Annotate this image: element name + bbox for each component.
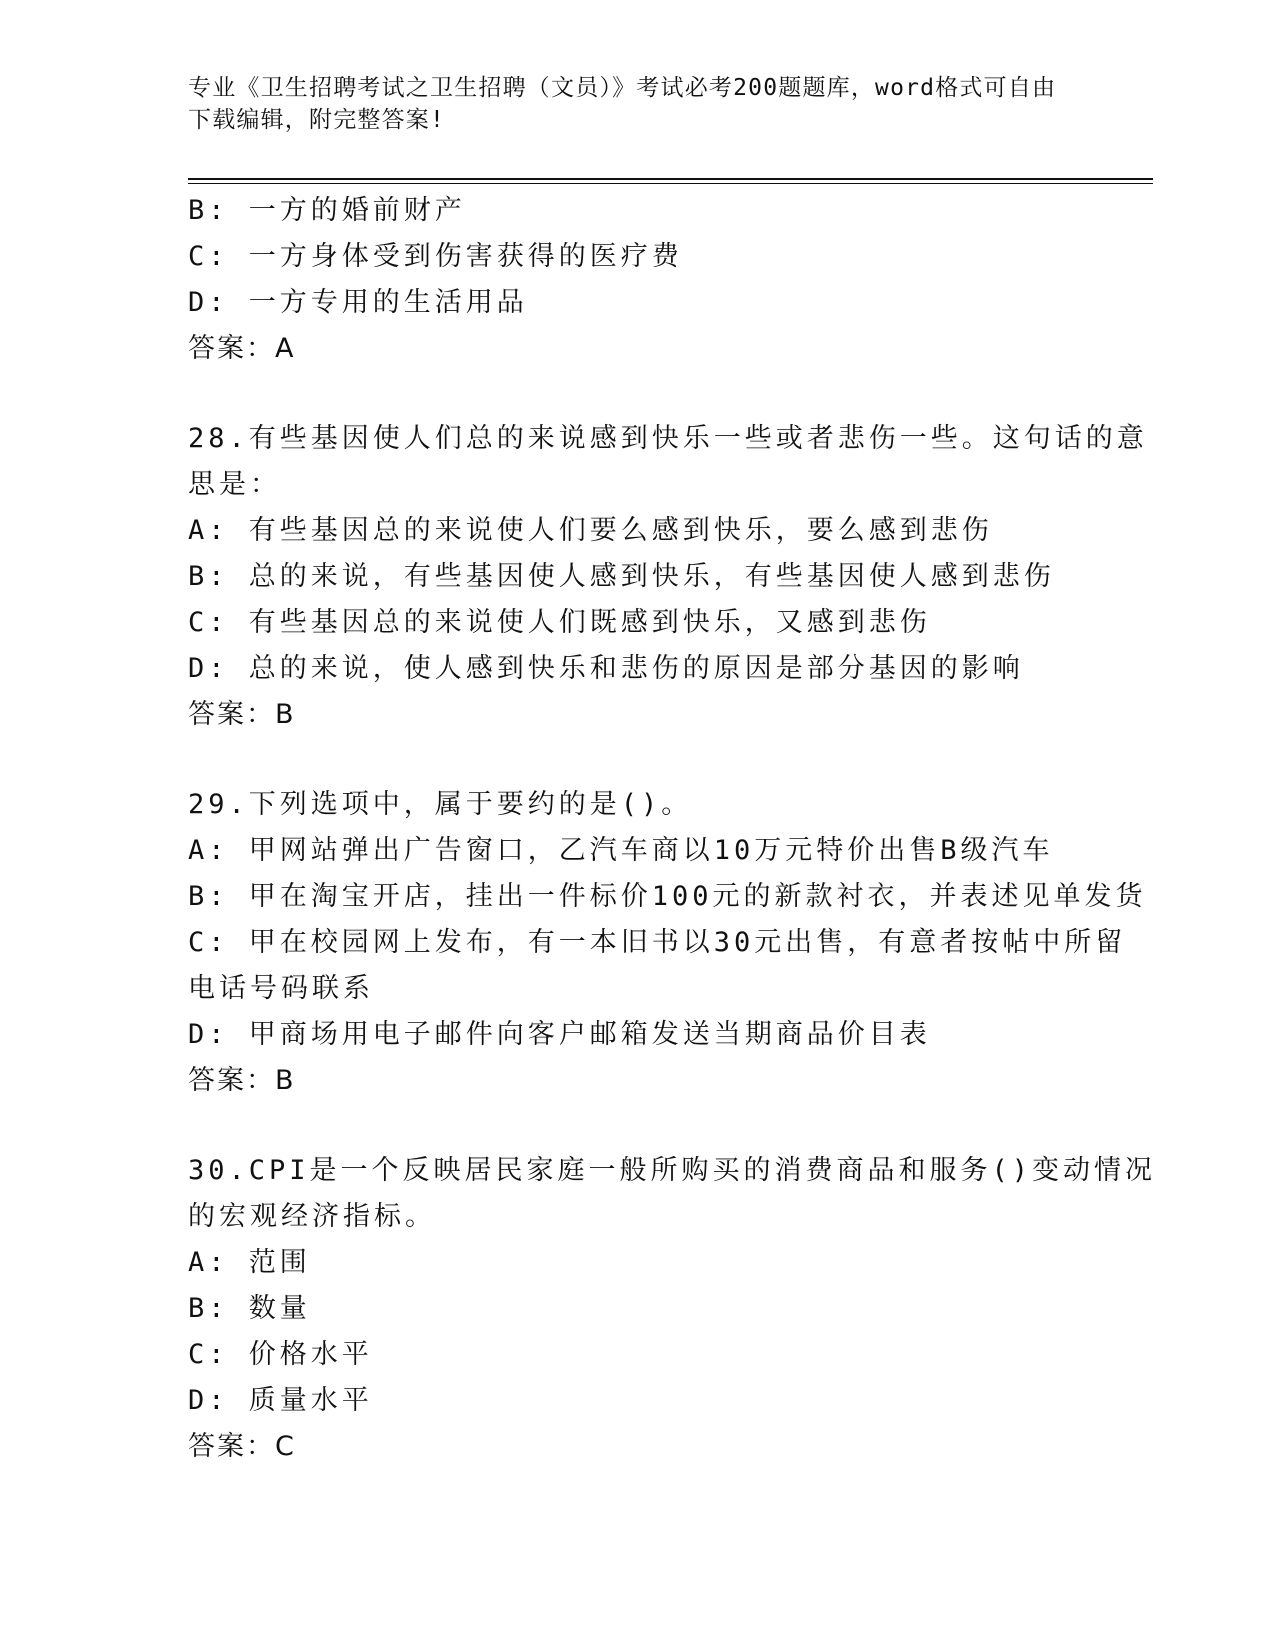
option-a: A: 有些基因总的来说使人们要么感到快乐，要么感到悲伤 (188, 515, 993, 546)
option-c: C: 一方身体受到伤害获得的医疗费 (188, 241, 683, 272)
option-d: D: 质量水平 (188, 1385, 373, 1416)
question-28 (188, 416, 1148, 738)
answer: 答案：C (188, 1431, 296, 1462)
option-c-continued: 电话号码联系 (188, 973, 374, 1004)
question-27-tail (188, 188, 1088, 372)
option-b: B: 数量 (188, 1293, 311, 1324)
answer: 答案：A (188, 333, 296, 364)
question-30 (188, 1148, 1157, 1470)
question-stem: 28.有些基因使人们总的来说感到快乐一些或者悲伤一些。这句话的意 (188, 423, 1148, 454)
option-d: D: 一方专用的生活用品 (188, 287, 528, 318)
option-a: A: 甲网站弹出广告窗口，乙汽车商以10万元特价出售B级汽车 (188, 835, 1054, 866)
option-c: C: 甲在校园网上发布，有一本旧书以30元出售，有意者按帖中所留 (188, 927, 1127, 958)
document-header: 专业《卫生招聘考试之卫生招聘（文员）》考试必考200题题库，word格式可自由下载编辑，附完整答案! (188, 75, 1057, 133)
question-stem: 30.CPI是一个反映居民家庭一般所购买的消费商品和服务()变动情况 (188, 1155, 1157, 1186)
option-b: B: 一方的婚前财产 (188, 195, 466, 226)
option-a: A: 范围 (188, 1247, 311, 1278)
question-stem-continued: 的宏观经济指标。 (188, 1201, 436, 1232)
option-d: D: 甲商场用电子邮件向客户邮箱发送当期商品价目表 (188, 1019, 931, 1050)
option-c: C: 价格水平 (188, 1339, 373, 1370)
question-list (188, 188, 1157, 1470)
question-stem: 29.下列选项中，属于要约的是()。 (188, 789, 693, 820)
header-divider (188, 178, 1153, 184)
question-stem-continued: 思是： (188, 469, 281, 500)
option-b: B: 总的来说，有些基因使人感到快乐，有些基因使人感到悲伤 (188, 561, 1055, 592)
option-d: D: 总的来说，使人感到快乐和悲伤的原因是部分基因的影响 (188, 653, 1024, 684)
option-b: B: 甲在淘宝开店，挂出一件标价100元的新款衬衣，并表述见单发货 (188, 881, 1147, 912)
question-29 (188, 782, 1147, 1104)
question-gap (188, 1104, 1088, 1148)
answer: 答案：B (188, 1065, 296, 1096)
answer: 答案：B (188, 699, 296, 730)
option-c: C: 有些基因总的来说使人们既感到快乐，又感到悲伤 (188, 607, 931, 638)
question-gap (188, 372, 1088, 416)
question-gap (188, 738, 1088, 782)
